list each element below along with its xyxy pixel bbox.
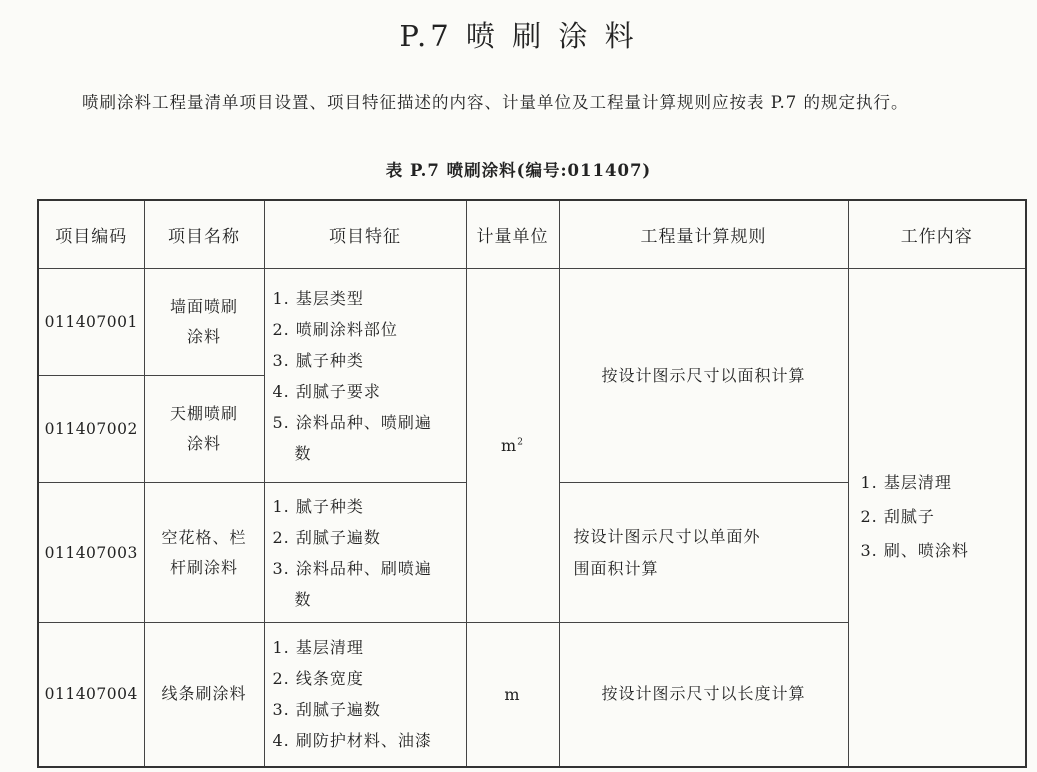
rule-line: 围面积计算 <box>573 558 659 578</box>
work-line: 2. 刮腻子 <box>860 507 935 527</box>
header-name: 项目名称 <box>144 200 264 269</box>
feature-line: 1. 基层清理 <box>272 638 364 658</box>
work-line: 1. 基层清理 <box>860 473 952 493</box>
header-work: 工作内容 <box>848 200 1026 269</box>
feature-line: 4. 刮腻子要求 <box>272 381 381 401</box>
item-features <box>264 623 466 767</box>
item-code: 011407003 <box>38 483 144 623</box>
feature-line: 2. 喷刷涂料部位 <box>272 319 398 339</box>
item-code: 011407002 <box>38 376 144 483</box>
item-name-line: 涂料 <box>186 327 221 346</box>
item-name <box>144 483 264 623</box>
item-rule: 按设计图示尺寸以长度计算 <box>559 623 848 767</box>
spec-table <box>37 199 1027 768</box>
work-line: 3. 刷、喷涂料 <box>860 541 969 561</box>
item-unit <box>466 269 559 623</box>
header-rule: 工程量计算规则 <box>559 200 848 269</box>
feature-line: 数 <box>294 443 312 463</box>
feature-line: 3. 刮腻子遍数 <box>272 700 381 720</box>
item-name <box>144 269 264 376</box>
item-code: 011407001 <box>38 269 144 376</box>
unit-text: m <box>501 436 518 455</box>
header-unit: 计量单位 <box>466 200 559 269</box>
feature-line: 数 <box>294 589 312 609</box>
feature-line: 3. 涂料品种、刷喷遍 <box>272 558 432 578</box>
item-name <box>144 376 264 483</box>
item-rule <box>559 483 848 623</box>
item-name-line: 天棚喷刷 <box>169 404 238 423</box>
item-rule: 按设计图示尺寸以面积计算 <box>559 269 848 483</box>
page-title: P.7 喷 刷 涂 料 <box>399 19 638 53</box>
item-unit: m <box>466 623 559 767</box>
item-name-line: 墙面喷刷 <box>169 297 238 316</box>
item-name-line: 空花格、栏 <box>161 527 247 547</box>
header-code: 项目编码 <box>38 200 144 269</box>
feature-line: 2. 线条宽度 <box>272 669 364 689</box>
item-features <box>264 483 466 623</box>
table-caption: 表 P.7 喷刷涂料(编号:011407) <box>385 161 652 180</box>
table-header-row <box>38 200 1026 269</box>
feature-line: 1. 基层类型 <box>272 288 364 308</box>
item-work <box>848 269 1026 767</box>
table-row <box>38 269 1026 376</box>
unit-superscript: 2 <box>517 437 524 448</box>
header-features: 项目特征 <box>264 200 466 269</box>
item-name <box>144 623 264 767</box>
feature-line: 3. 腻子种类 <box>272 350 364 370</box>
item-features <box>264 269 466 483</box>
item-name-line: 杆刷涂料 <box>169 557 238 577</box>
rule-line: 按设计图示尺寸以单面外 <box>573 526 761 546</box>
item-name-line: 线条刷涂料 <box>161 684 247 704</box>
item-code: 011407004 <box>38 623 144 767</box>
feature-line: 1. 腻子种类 <box>272 496 364 516</box>
feature-line: 5. 涂料品种、喷刷遍 <box>272 412 432 432</box>
feature-line: 2. 刮腻子遍数 <box>272 527 381 547</box>
item-name-line: 涂料 <box>186 434 221 453</box>
intro-paragraph: 喷刷涂料工程量清单项目设置、项目特征描述的内容、计量单位及工程量计算规则应按表 P.7 的规定执行。 <box>82 93 909 112</box>
feature-line: 4. 刷防护材料、油漆 <box>272 731 432 751</box>
